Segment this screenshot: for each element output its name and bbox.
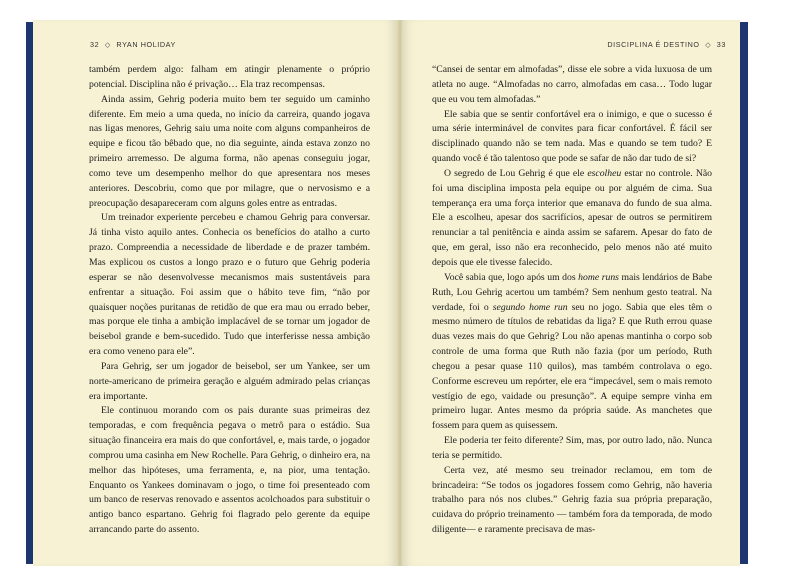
paragraph (432, 167, 712, 271)
paragraph: Certa vez, até mesmo seu treinador reclamou, em tom de brincadeira: “Se todos os jogadores fossem como Gehrig, não haveria trabalho para nós nos clubes.” Gehrig fazia sua própria preparação, cuidava do próprio treinamento — também fora da temporada, de modo diligente— e raramente precisava de mas- (432, 464, 712, 536)
paragraph: Ele poderia ter feito diferente? Sim, mas, por outro lado, não. Nunca teria se permitido. (432, 435, 712, 461)
right-cover-edge (740, 22, 748, 564)
paragraph: também perdem algo: falham em atingir plenamente o próprio potencial. Disciplina não é privação… Ela traz recompensas. (89, 64, 370, 90)
text-run: estar no controle. Não foi uma disciplina imposta pela equipe ou por alguém de cima. Sua temperança era uma força interior que emanava do fundo de sua alma. Ele a escolheu, apesar dos sacrifícios, apesar de outros se permitirem renunciar a tal penitência e ainda assim se safarem. Apesar do fato de que, em geral, isso não era reconhecido, pelo menos não até muito depois que ele tivesse falecido. (432, 167, 712, 268)
right-page (402, 20, 740, 566)
left-page-header (90, 40, 176, 49)
left-page-body (89, 63, 370, 538)
right-page-header (607, 40, 726, 49)
left-page (33, 20, 398, 566)
text-run: O segredo de Lou Gehrig é que ele (444, 167, 588, 179)
text-run: mais lendários de Babe Ruth, Lou Gehrig acertou um também? Sem nenhum gesto teatral. Na verdade, foi o (432, 271, 712, 313)
right-page-body (432, 63, 712, 538)
paragraph: Ainda assim, Gehrig poderia muito bem ter seguido um caminho diferente. Em meio a uma queda, no início da carreira, quando jogava nas ligas menores, Gehrig saiu uma noite com alguns companheiros de equipe e ficou tão bêbado que, no dia seguinte, ainda estava zonzo no primeiro arremesso. De alguma forma, não apenas conseguiu jogar, como teve um desempenho melhor do que apresentara nos meses anteriores. Descobriu, como que por milagre, que o nervosismo e a preocupação desapareceram com alguns goles entre as entradas. (89, 93, 370, 209)
running-head-author: RYAN HOLIDAY (116, 40, 176, 49)
emphasis: escolheu (587, 167, 622, 179)
paragraph: Ele continuou morando com os pais durante suas primeiras dez temporadas, e com frequência pegava o metrô para o estádio. Sua situação financeira era mais do que confortável, e, mais tarde, o jogador comprou uma casinha em New Rochelle. Para Gehrig, o dinheiro era, na melhor das hipóteses, uma ferramenta, e, na pior, uma tentação. Enquanto os Yankees dominavam o jogo, o time foi presenteado com um banco de reservas renovado e assentos acolchoados para substituir o antigo banco espartano. Gehrig foi flagrado pelo gerente da equipe arrancando parte do assento. (89, 405, 370, 536)
page-number: 32 (90, 40, 100, 49)
paragraph: Ele sabia que se sentir confortável era o inimigo, e que o sucesso é uma série interminável de convites para ficar confortável. É fácil ser disciplinado quando não se tem nada. Mas e quando se tem tudo? E quando você é tão talentoso que pode se safar de não dar tudo de si? (432, 108, 712, 165)
text-run: Você sabia que, logo após um dos (444, 271, 579, 283)
paragraph (432, 271, 712, 434)
emphasis: segundo home run (492, 301, 568, 313)
text-run: seu no jogo. Sabia que eles têm o mesmo número de títulos de rebatidas da liga? E que Ruth errou quase duas vezes mais do que Gehrig? Lou não apenas mantinha o corpo sob controle de uma forma que Ruth não fazia (por um período, Ruth chegou a pesar quase 110 quilos), mas também controlava o ego. Conforme escreveu um repórter, ele era “impecável, sem o mais remoto vestígio de ego, vaidade ou presunção”. A equipe sempre vinha em primeiro lugar. Antes mesmo da própria saúde. As manchetes que fossem para quem as quisessem. (432, 301, 713, 432)
diamond-separator-icon: ◇ (104, 42, 111, 49)
paragraph: Para Gehrig, ser um jogador de beisebol, ser um Yankee, ser um norte-americano de primeira geração e alguém admirado pelas crianças era importante. (89, 360, 370, 402)
paragraph: “Cansei de sentar em almofadas”, disse ele sobre a vida luxuosa de um atleta no auge. “Almofadas no carro, almofadas em casa… Todo lugar que eu vou tem almofadas.” (432, 64, 712, 105)
emphasis: home runs (578, 271, 619, 283)
paragraph: Um treinador experiente percebeu e chamou Gehrig para conversar. Já tinha visto aquilo antes. Conhecia os benefícios do atalho a curto prazo. Compreendia a necessidade de liberdade e de prazer também. Mas explicou os custos a longo prazo e o futuro que Gehrig poderia esperar se não desenvolvesse mecanismos mais sustentáveis para enfrentar a situação. Foi assim que o hábito teve fim, “não por quaisquer noções puritanas de retidão de que era mau ou errado beber, mas porque ele tinha a ambição implacável de se tornar um jogador de beisebol grande e bem-sucedido. Tudo que interferisse nessa ambição era como veneno para ele”. (89, 212, 370, 358)
page-number: 33 (716, 40, 726, 49)
running-head-title: DISCIPLINA É DESTINO (607, 40, 700, 49)
diamond-separator-icon: ◇ (705, 42, 712, 49)
